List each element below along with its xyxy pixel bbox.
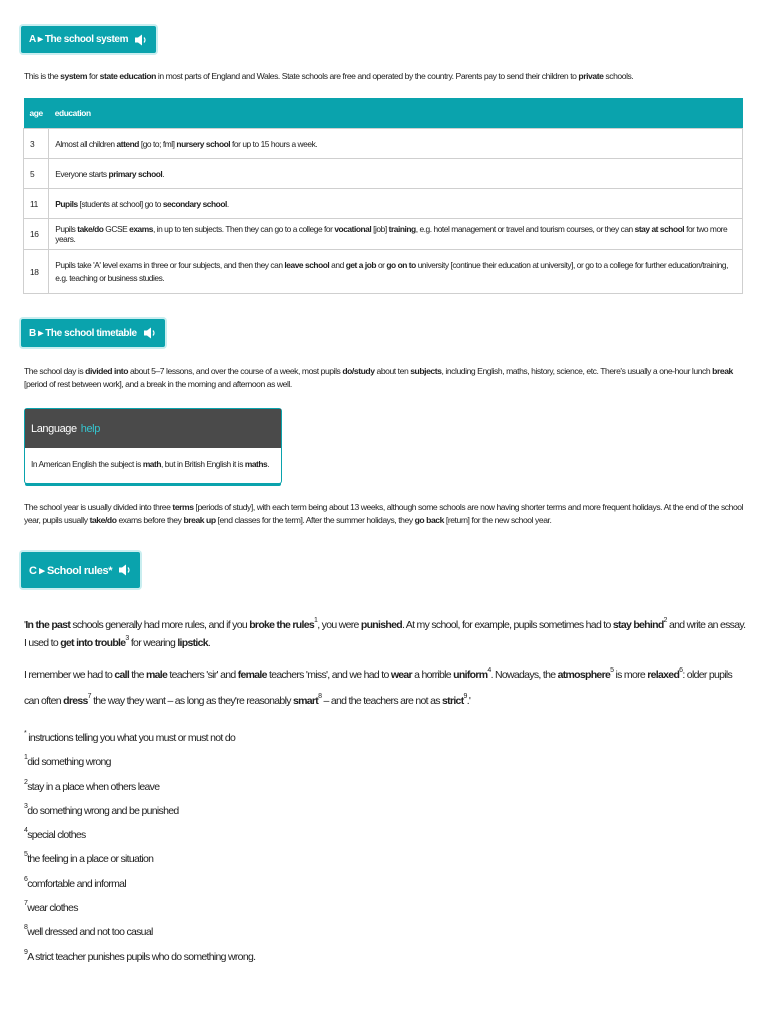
- column-header-education: education: [49, 98, 743, 129]
- speaker-icon[interactable]: [118, 563, 132, 577]
- row-age: 3: [24, 129, 49, 159]
- section-b-paragraph-1: The school day is divided into about 5–7 lessons, and over the course of a week, most pupils do/study about ten subjects, including English, maths, history, science, etc. There's usually a one-hour lunch break [period of rest between work], and a break in the morning and afternoon as well.: [24, 366, 733, 389]
- table-row: [24, 129, 743, 159]
- section-a-header[interactable]: [21, 26, 156, 53]
- section-b-paragraph-2: The school year is usually divided into three terms [periods of study], with each term being about 13 weeks, although some schools are now having shorter terms and more frequent holidays. At the end of the school year, pupils usually take/do exams before they break up [end classes for the term]. After the summer holidays, they go back [return] for the new school year.: [24, 502, 744, 525]
- footnote-item: $^7$wear clothes: [24, 900, 78, 915]
- row-age: 18: [24, 250, 49, 294]
- row-education: Pupils take 'A' level exams in three or four subjects, and then they can leave school and get a job or go on to university [continue their education at university], or go to a college for further education/training, e.g. teaching or business studies.: [49, 250, 743, 294]
- footnote-item: $^8$well dressed and not too casual: [24, 924, 153, 939]
- table-row: [24, 250, 743, 294]
- speaker-icon[interactable]: [143, 326, 157, 340]
- speaker-icon[interactable]: [134, 33, 148, 47]
- footnote-item: $^2$stay in a place when others leave: [24, 778, 160, 793]
- language-help-title-text: Language: [31, 422, 77, 435]
- column-header-age: age: [24, 98, 49, 129]
- section-a-label: A ▸ The school system: [29, 34, 129, 45]
- footnote-item: $^4$special clothes: [24, 827, 86, 842]
- row-age: 11: [24, 189, 49, 219]
- section-b-header[interactable]: [21, 319, 165, 347]
- section-c-header[interactable]: [21, 552, 140, 588]
- table-row: [24, 189, 743, 219]
- row-age: 16: [24, 219, 49, 250]
- language-help-title-accent: help: [80, 422, 100, 435]
- language-help-body: In American English the subject is math, but in British English it is maths.: [31, 459, 270, 469]
- footnote-item: $^3$do something wrong and be punished: [24, 802, 179, 817]
- footnote-item: * instructions telling you what you must or must not do: [24, 730, 236, 744]
- footnote-item: $^9$A strict teacher punishes pupils who do something wrong.: [24, 948, 256, 963]
- section-a-intro: This is the system for state education in most parts of England and Wales. State schools are free and operated by the country. Parents pay to send their children to private schools.: [24, 71, 634, 81]
- section-c-label: C ▸ School rules*: [29, 564, 113, 577]
- footnote-item: $^1$did something wrong: [24, 754, 111, 769]
- language-help-title: [25, 409, 281, 448]
- table-row: [24, 159, 743, 189]
- table-row: [24, 219, 743, 250]
- row-education: Almost all children attend [go to; fml] nursery school for up to 15 hours a week.: [49, 129, 743, 159]
- language-help-box: [24, 408, 282, 484]
- footnotes-list: [24, 722, 255, 965]
- row-age: 5: [24, 159, 49, 189]
- footnote-item: $^5$the feeling in a place or situation: [24, 851, 154, 866]
- row-education: Pupils [students at school] go to secondary school.: [49, 189, 743, 219]
- section-b-label: B ▸ The school timetable: [29, 327, 137, 339]
- row-education: Pupils take/do GCSE exams, in up to ten subjects. Then they can go to a college for vocational [job] training, e.g. hotel management or travel and tourism courses, or they can stay at school for two more years.: [49, 219, 743, 250]
- row-education: Everyone starts primary school.: [49, 159, 743, 189]
- footnote-item: $^6$comfortable and informal: [24, 875, 126, 890]
- section-c-paragraph-1: 'In the past schools generally had more rules, and if you broke the rules$^1$, you were punished. At my school, for example, pupils sometimes had to stay behind$^2$ and write an essay. I used to get into trouble$^3$ for wearing lipstick.: [24, 617, 746, 649]
- section-c-paragraph-2: I remember we had to call the male teachers 'sir' and female teachers 'miss', and we had to wear a horrible uniform$^4$. Nowadays, the atmosphere$^5$ is more relaxed$^6$: older pupils can often dress$^7$ the way they want – as long as they're reasonably smart$^8$ – and the teachers are not as strict$^9$.': [24, 667, 733, 707]
- school-system-table: [23, 98, 743, 294]
